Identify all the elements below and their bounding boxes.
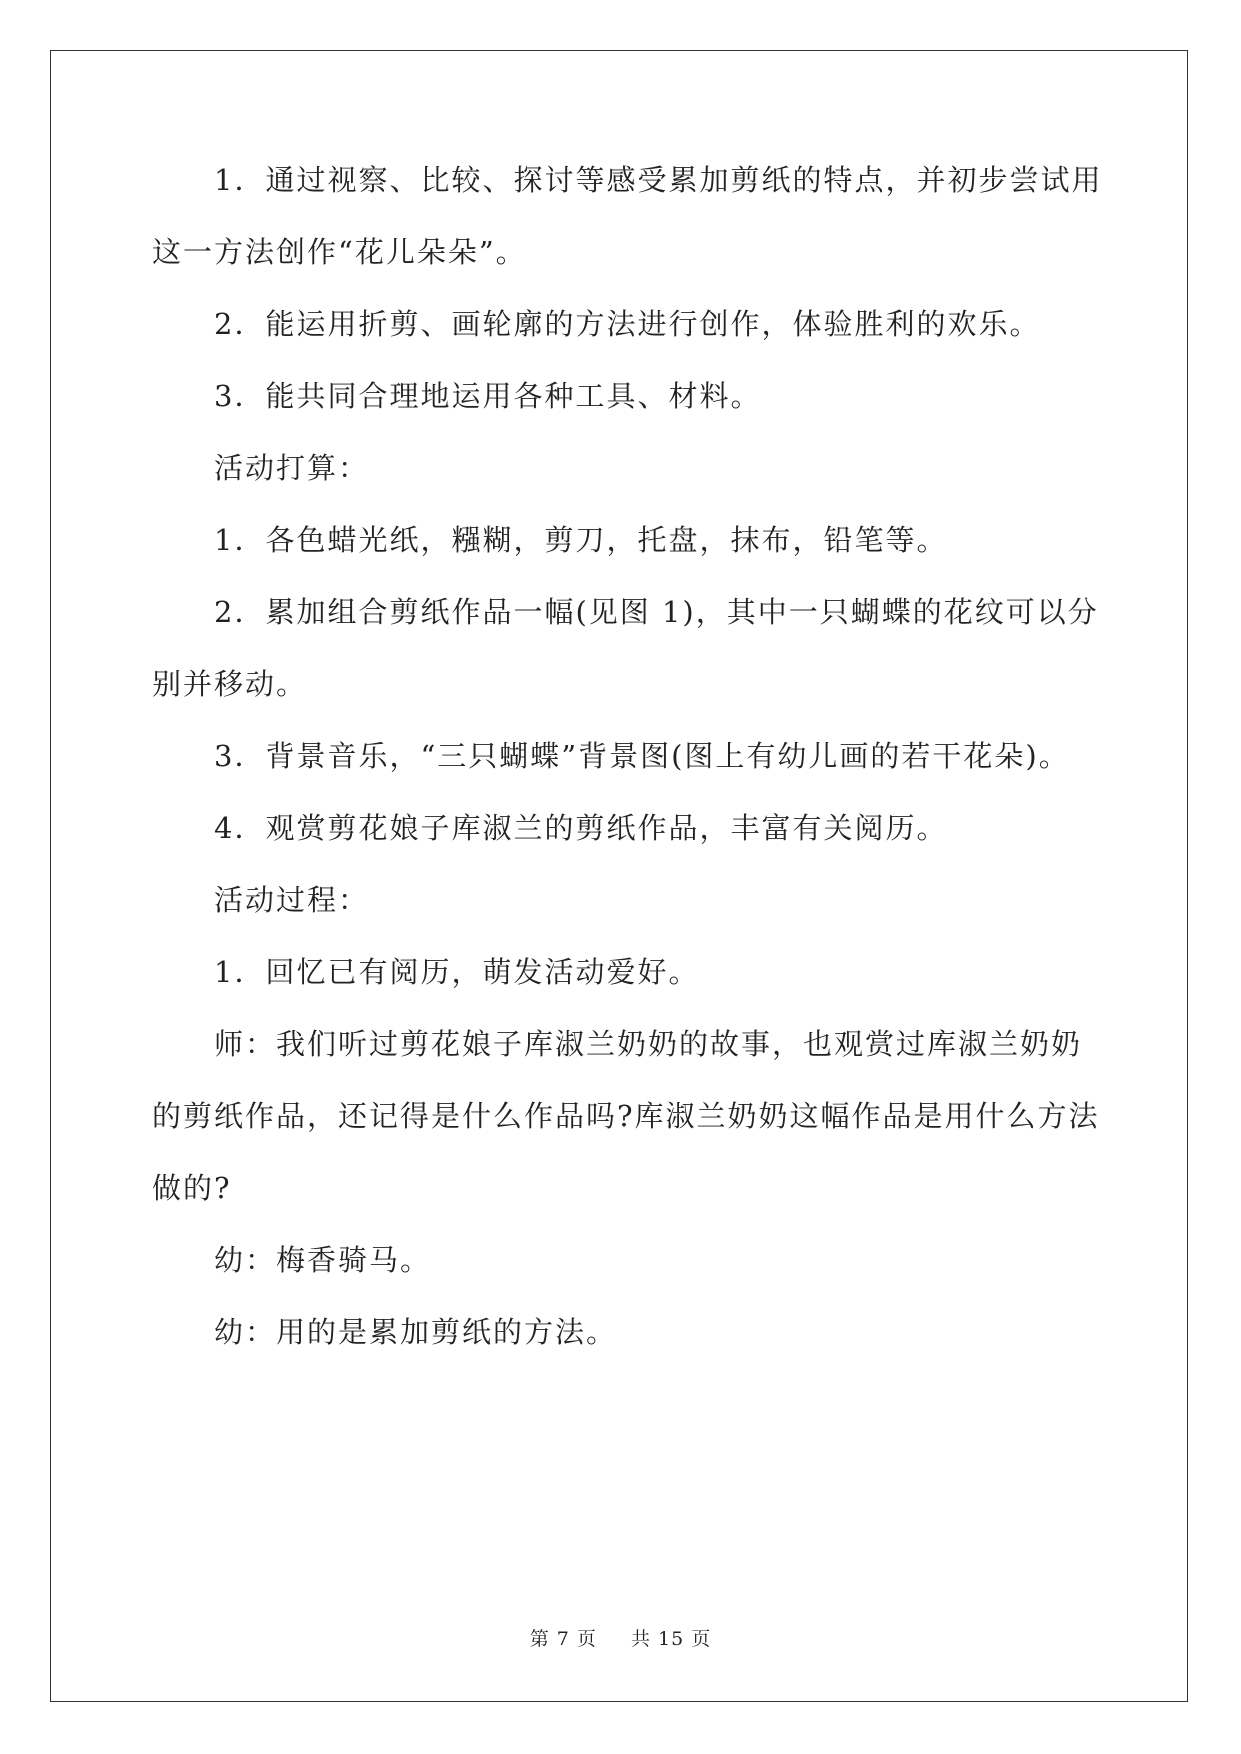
paragraph-line: 1．各色蜡光纸，糨糊，剪刀，托盘，抹布，铅笔等。	[214, 523, 948, 557]
paragraph-line: 做的?	[152, 1171, 232, 1205]
page-footer	[0, 1624, 1241, 1651]
paragraph-line: 1．通过视察、比较、探讨等感受累加剪纸的特点，并初步尝试用	[214, 163, 1103, 197]
page-number: 第 7 页	[529, 1628, 597, 1650]
paragraph-line: 2．累加组合剪纸作品一幅(见图 1)，其中一只蝴蝶的花纹可以分	[214, 595, 1099, 629]
paragraph-line: 1．回忆已有阅历，萌发活动爱好。	[214, 955, 700, 989]
paragraph-line: 幼：用的是累加剪纸的方法。	[214, 1315, 618, 1349]
paragraph-line: 的剪纸作品，还记得是什么作品吗?库淑兰奶奶这幅作品是用什么方法	[152, 1099, 1100, 1133]
section-heading: 活动打算：	[214, 451, 370, 485]
page-total: 共 15 页	[631, 1628, 712, 1650]
paragraph-line: 别并移动。	[152, 667, 308, 701]
paragraph-line: 4．观赏剪花娘子库淑兰的剪纸作品，丰富有关阅历。	[214, 811, 948, 845]
paragraph-line: 师：我们听过剪花娘子库淑兰奶奶的故事，也观赏过库淑兰奶奶	[214, 1027, 1083, 1061]
paragraph-line: 幼：梅香骑马。	[214, 1243, 432, 1277]
section-heading: 活动过程：	[214, 883, 370, 917]
paragraph-line: 3．背景音乐，“三只蝴蝶”背景图(图上有幼儿画的若干花朵)。	[214, 739, 1070, 773]
page-border	[50, 50, 1188, 1702]
paragraph-line: 3．能共同合理地运用各种工具、材料。	[214, 379, 762, 413]
paragraph-line: 这一方法创作“花儿朵朵”。	[152, 235, 527, 269]
paragraph-line: 2．能运用折剪、画轮廓的方法进行创作，体验胜利的欢乐。	[214, 307, 1041, 341]
